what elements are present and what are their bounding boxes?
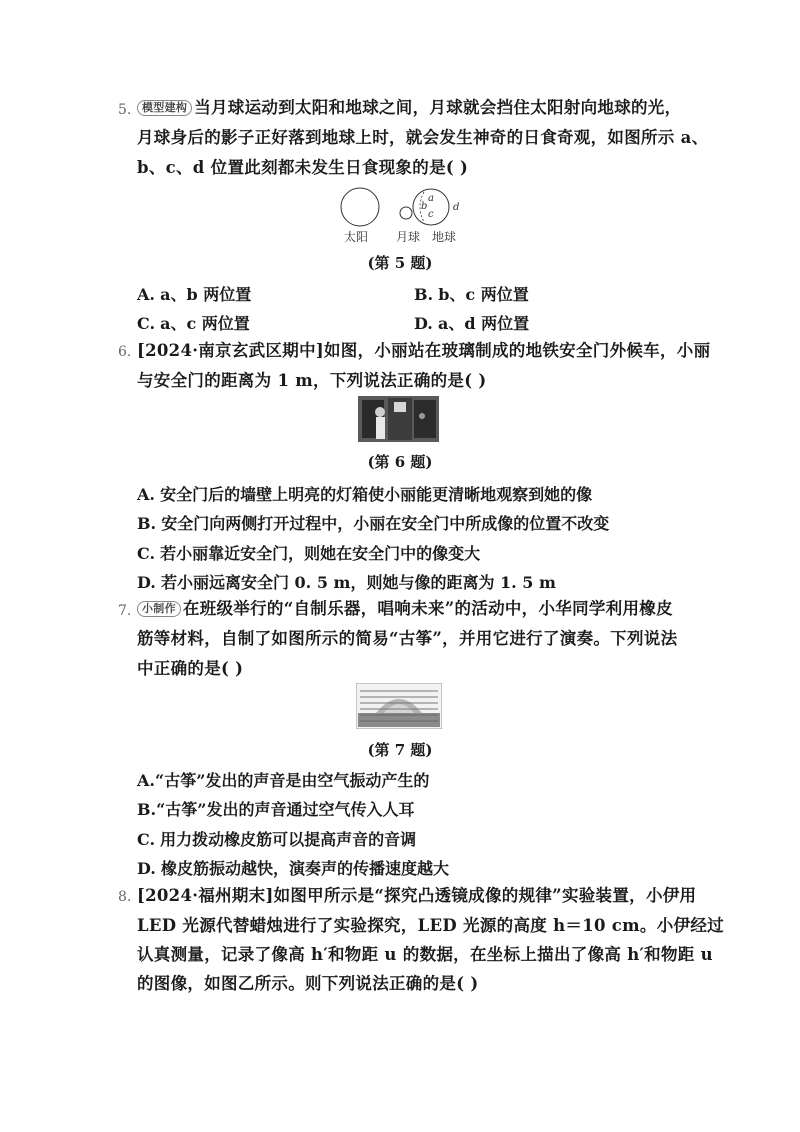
question-7-line-3: 中正确的是( ) [137, 659, 244, 678]
earth-label: 地球 [432, 230, 457, 244]
option-b: B. b、c 两位置 [414, 285, 529, 304]
question-8-line-1: [2024·福州期末]如图甲所示是“探究凸透镜成像的规律”实验装置，小伊用 [137, 886, 697, 905]
question-8-line-4: 的图像，如图乙所示。则下列说法正确的是( ) [137, 974, 479, 993]
question-number: 5. [118, 102, 132, 118]
option-c: C. 若小丽靠近安全门，则她在安全门中的像变大 [137, 544, 481, 563]
question-6-line-1: [2024·南京玄武区期中]如图，小丽站在玻璃制成的地铁安全门外候车，小丽 [137, 341, 711, 360]
option-b: B.“古筝”发出的声音通过空气传入人耳 [137, 800, 415, 819]
point-b: b [421, 201, 428, 212]
point-a: a [428, 193, 434, 204]
guzheng-photo [356, 683, 442, 729]
question-7-line-2: 筋等材料，自制了如图所示的简易“古筝”，并用它进行了演奏。下列说法 [137, 629, 678, 648]
question-5-line-3: b、c、d 位置此刻都未发生日食现象的是( ) [137, 158, 469, 177]
figure-caption: (第 6 题) [367, 453, 433, 471]
option-d: D. 若小丽远离安全门 0. 5 m，则她与像的距离为 1. 5 m [137, 573, 556, 592]
point-c: c [428, 209, 434, 220]
question-number: 7. [118, 603, 132, 619]
moon-circle [400, 207, 412, 219]
question-5-line-1 [137, 98, 681, 118]
question-text: 当月球运动到太阳和地球之间，月球就会挡住太阳射向地球的光， [194, 98, 682, 117]
question-tag: 模型建构 [137, 100, 192, 116]
figure-caption: (第 7 题) [367, 741, 433, 759]
option-a: A. a、b 两位置 [137, 285, 252, 304]
moon-label: 月球 [396, 230, 421, 244]
option-a: A. 安全门后的墙壁上明亮的灯箱使小丽能更清晰地观察到她的像 [137, 485, 593, 504]
point-d: d [453, 202, 460, 213]
question-7-line-1 [137, 599, 673, 619]
figure-caption: (第 5 题) [367, 254, 433, 272]
option-d: D. 橡皮筋振动越快，演奏声的传播速度越大 [137, 859, 449, 878]
sun-label: 太阳 [344, 230, 369, 244]
option-c: C. a、c 两位置 [137, 314, 250, 333]
question-6-line-2: 与安全门的距离为 1 m，下列说法正确的是( ) [137, 371, 487, 390]
question-number: 8. [118, 889, 132, 905]
option-c: C. 用力拨动橡皮筋可以提高声音的音调 [137, 830, 417, 849]
question-5-line-2: 月球身后的影子正好落到地球上时，就会发生神奇的日食奇观，如图所示 a、 [137, 128, 709, 147]
question-text: 在班级举行的“自制乐器，唱响未来”的活动中，小华同学利用橡皮 [182, 599, 673, 618]
question-8-line-2: LED 光源代替蜡烛进行了实验探究，LED 光源的高度 h＝10 cm。小伊经过 [137, 916, 724, 935]
option-b: B. 安全门向两侧打开过程中，小丽在安全门中所成像的位置不改变 [137, 514, 610, 533]
option-a: A.“古筝”发出的声音是由空气振动产生的 [137, 771, 430, 790]
subway-door-photo [358, 396, 439, 442]
question-number: 6. [118, 344, 132, 360]
question-8-line-3: 认真测量，记录了像高 h′和物距 u 的数据，在坐标上描出了像高 h′和物距 u [137, 945, 713, 964]
question-tag: 小制作 [137, 601, 181, 617]
option-d: D. a、d 两位置 [414, 314, 530, 333]
sun-circle [341, 188, 379, 226]
